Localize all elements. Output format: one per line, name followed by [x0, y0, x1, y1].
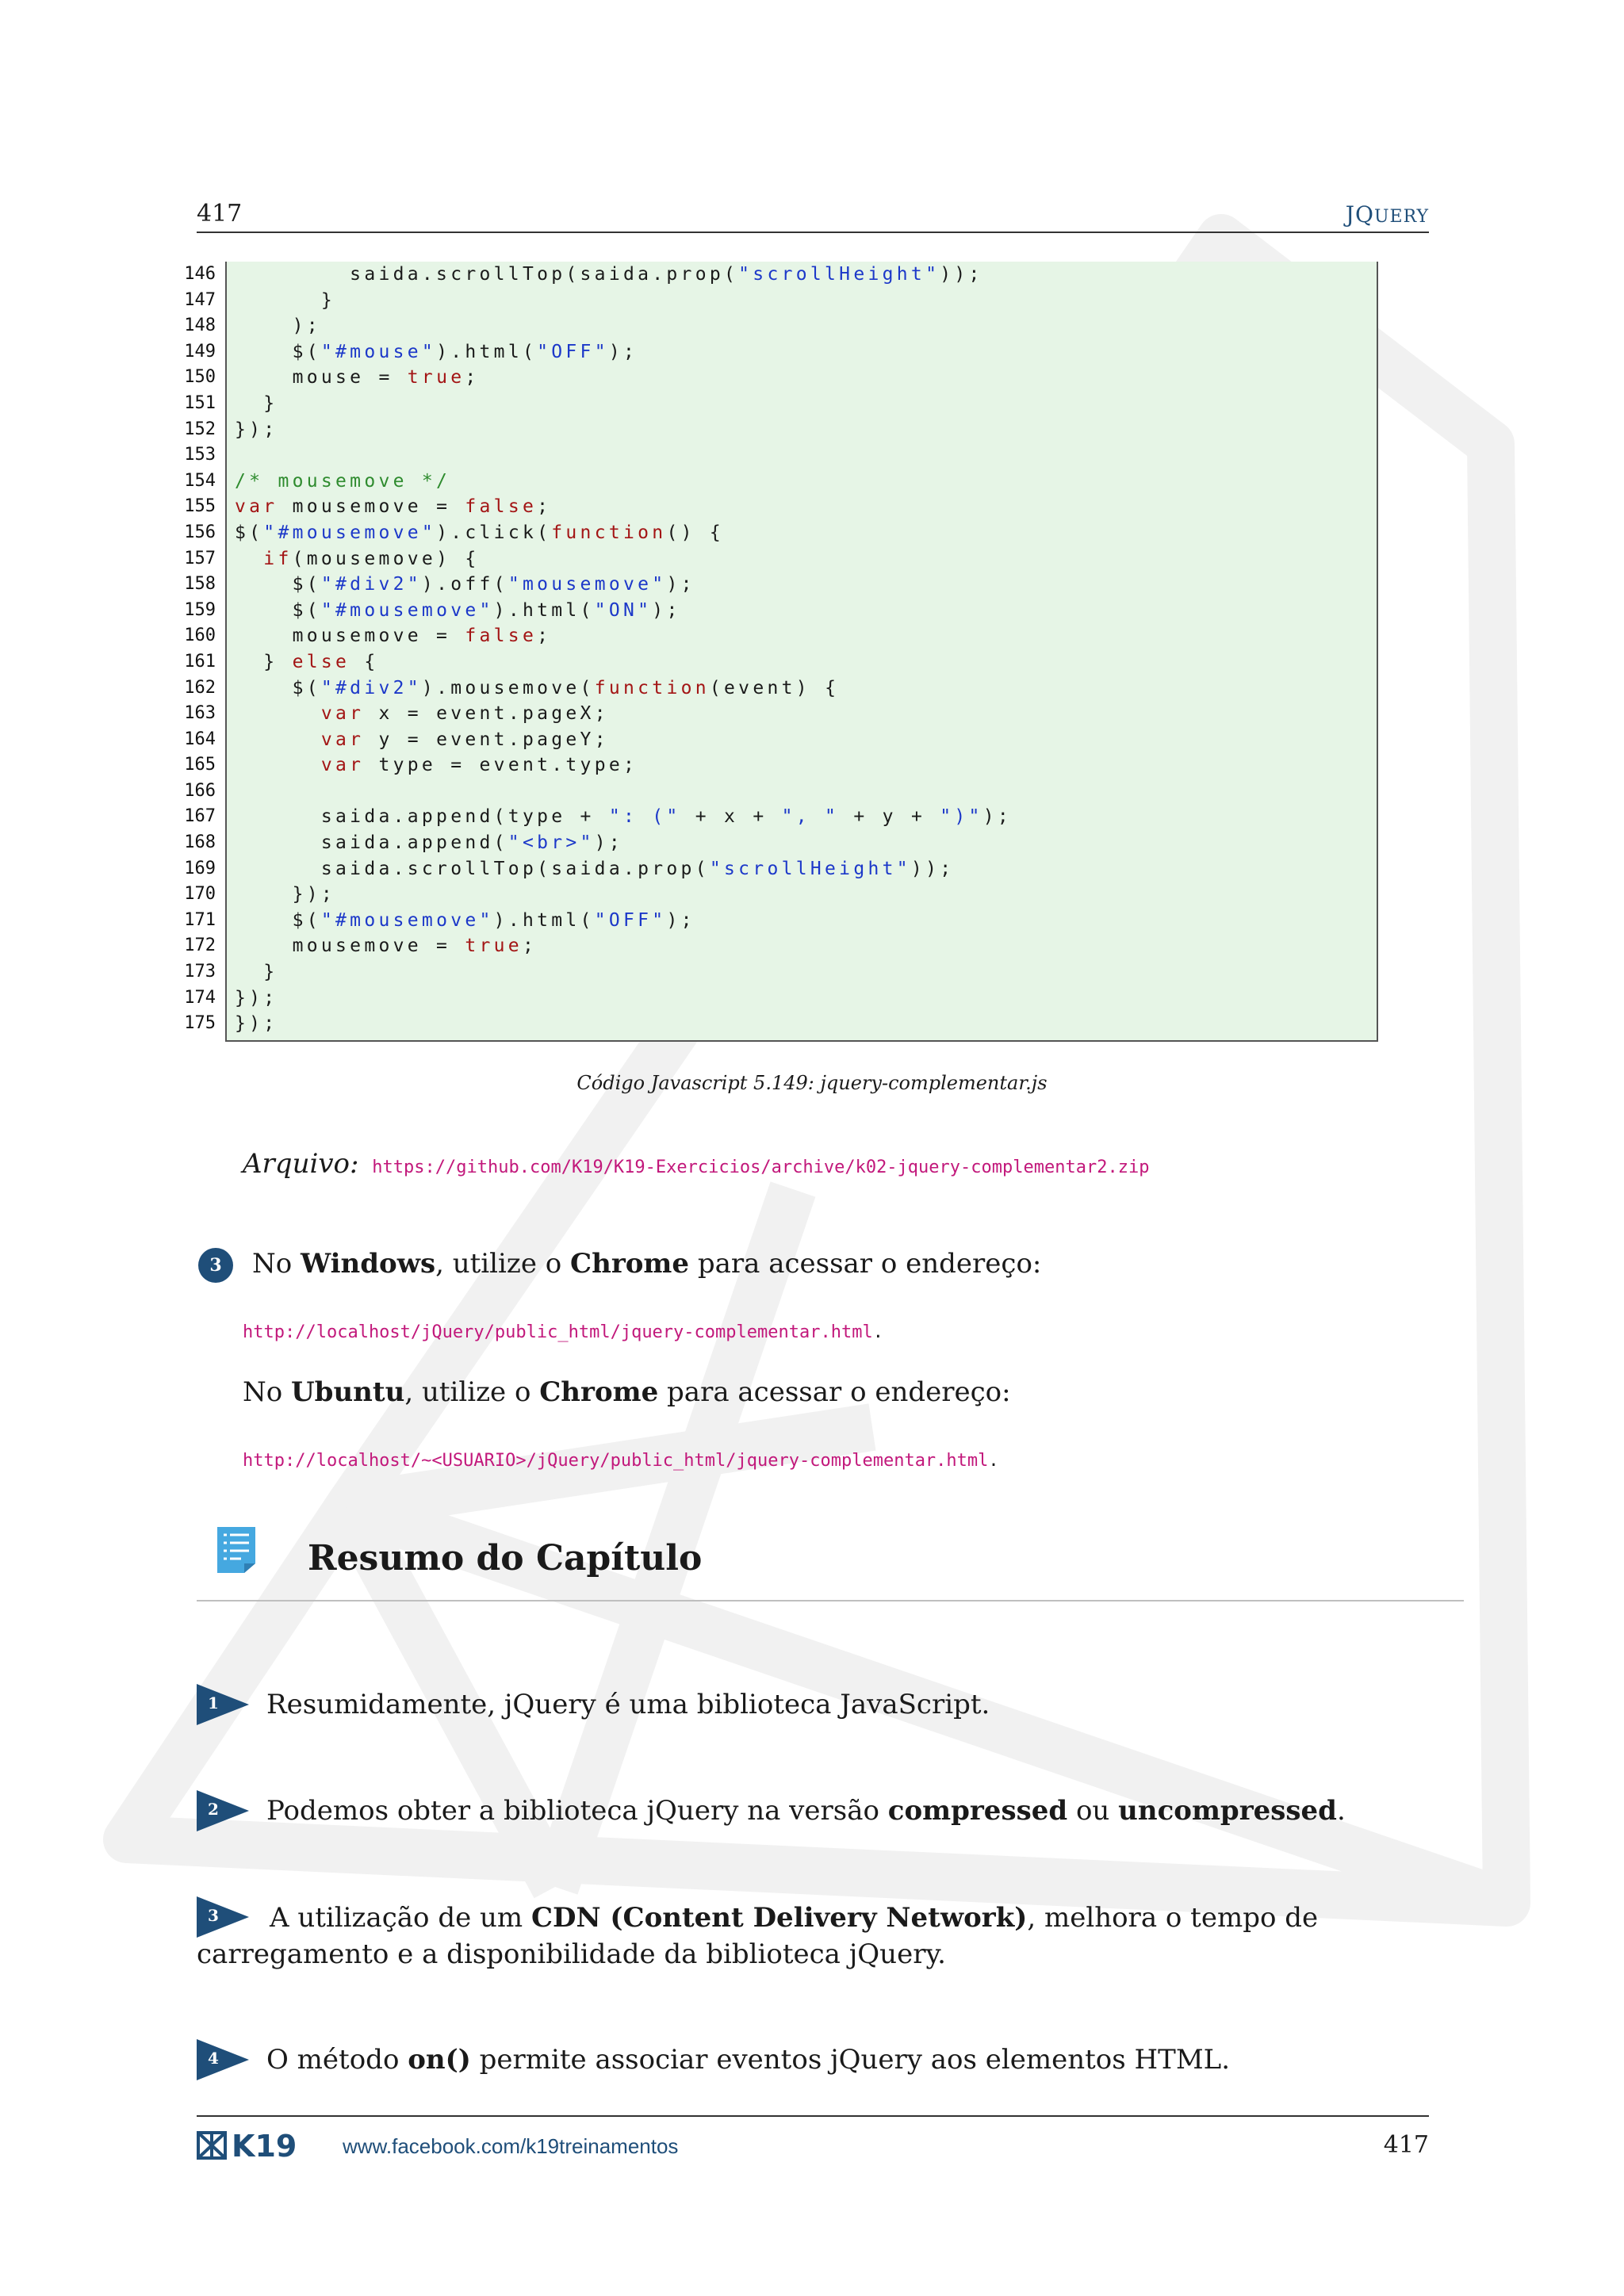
code-text: $("#mousemove").html("OFF"); [235, 909, 695, 931]
line-number: 167 [184, 806, 216, 827]
code-text: mouse = true; [235, 367, 480, 388]
code-line [162, 752, 1380, 779]
code-text: ); [235, 316, 321, 337]
step-number-badge: 3 [198, 1248, 233, 1283]
code-text: $("#mousemove").html("ON"); [235, 599, 681, 621]
windows-url[interactable]: http://localhost/jQuery/public_html/jquery-complementar.html. [243, 1322, 883, 1342]
code-line [162, 649, 1380, 675]
item-marker: 2 [197, 1790, 249, 1831]
line-number: 166 [184, 780, 216, 801]
line-number: 147 [184, 289, 216, 310]
code-text: } [235, 392, 278, 414]
line-number: 155 [184, 496, 216, 517]
code-text: $("#mouse").html("OFF"); [235, 341, 638, 362]
line-number: 161 [184, 651, 216, 672]
summary-item: O método on() permite associar eventos jQuery aos elementos HTML. [266, 2044, 1231, 2076]
code-line [162, 1011, 1380, 1037]
code-line [162, 572, 1380, 598]
code-line [162, 520, 1380, 546]
code-line [162, 262, 1380, 288]
code-text: var y = event.pageY; [320, 729, 609, 750]
line-number: 171 [184, 909, 216, 930]
section-divider [197, 1600, 1464, 1601]
code-lines [162, 262, 1380, 1037]
code-text: } [235, 962, 278, 983]
code-caption: Código Javascript 5.149: jquery-complementar.js [576, 1072, 1048, 1094]
code-line [162, 313, 1380, 339]
code-text: $("#div2").mousemove(function(event) { [235, 677, 840, 698]
line-number: 170 [184, 884, 216, 905]
line-number: 151 [184, 392, 216, 413]
arquivo-label: Arquivo: [243, 1148, 359, 1180]
line-number: 148 [184, 316, 216, 336]
k19-logo [197, 2130, 324, 2161]
svg-text:K19: K19 [232, 2130, 297, 2161]
line-number: 163 [184, 703, 216, 724]
code-line [162, 623, 1380, 649]
line-number: 158 [184, 574, 216, 595]
summary-item: Resumidamente, jQuery é uma biblioteca JavaScript. [266, 1689, 990, 1720]
item-marker: 1 [197, 1684, 249, 1725]
item-marker: 3 [197, 1896, 249, 1938]
line-number: 162 [184, 677, 216, 698]
line-number: 152 [184, 419, 216, 439]
code-text: var type = event.type; [320, 755, 638, 776]
section-title: Resumo do Capítulo [308, 1538, 703, 1578]
line-number: 149 [184, 341, 216, 362]
code-line [162, 546, 1380, 572]
code-text: saida.append(type + ": (" + x + ", " + y + ")"); [235, 806, 1012, 828]
line-number: 164 [184, 729, 216, 749]
code-text: } [235, 289, 336, 311]
code-line [162, 882, 1380, 908]
line-number: 154 [184, 470, 216, 491]
line-number: 157 [184, 548, 216, 568]
page-header [197, 200, 1429, 233]
line-number: 153 [184, 445, 216, 465]
code-line [162, 365, 1380, 391]
footer-page-number: 417 [1383, 2131, 1429, 2159]
code-line [162, 933, 1380, 959]
ubuntu-url[interactable]: http://localhost/~<USUARIO>/jQuery/public_html/jquery-complementar.html. [243, 1451, 999, 1471]
code-line [162, 908, 1380, 934]
code-line [162, 598, 1380, 624]
code-line [162, 469, 1380, 495]
code-line [162, 675, 1380, 702]
line-number: 173 [184, 962, 216, 982]
code-text: saida.scrollTop(saida.prop("scrollHeight")); [235, 858, 955, 879]
code-text: saida.append("<br>"); [235, 832, 623, 854]
line-number: 146 [184, 264, 216, 284]
code-line [162, 288, 1380, 314]
code-text: } else { [235, 651, 379, 672]
line-number: 156 [184, 522, 216, 542]
code-text: mousemove = false; [235, 626, 552, 647]
summary-item: A utilização de um CDN (Content Delivery Network), melhora o tempo de carregamento e a disponibilidade da biblioteca jQuery. [197, 1902, 1319, 1970]
line-number: 165 [184, 755, 216, 775]
code-text: }); [235, 884, 336, 905]
summary-item: Podemos obter a biblioteca jQuery na versão compressed ou uncompressed. [266, 1795, 1346, 1827]
header-chapter-title: JQUERY [1345, 201, 1429, 228]
code-line [162, 391, 1380, 417]
code-line [162, 727, 1380, 753]
code-line [162, 804, 1380, 830]
code-text: var x = event.pageX; [320, 703, 609, 725]
code-line [162, 779, 1380, 805]
code-line [162, 959, 1380, 985]
line-number: 172 [184, 936, 216, 956]
line-number: 169 [184, 858, 216, 878]
footer-facebook-link[interactable]: www.facebook.com/k19treinamentos [343, 2134, 679, 2158]
code-line [162, 494, 1380, 520]
code-line [162, 830, 1380, 856]
code-line [162, 442, 1380, 469]
arquivo-line [243, 1148, 1149, 1180]
windows-instruction: No Windows, utilize o Chrome para acessar o endereço: [252, 1248, 1042, 1280]
line-number: 168 [184, 832, 216, 853]
code-line [162, 985, 1380, 1012]
item-marker: 4 [197, 2039, 249, 2080]
code-text: if(mousemove) { [263, 548, 480, 569]
code-text: }); [235, 419, 278, 440]
code-text: var mousemove = false; [235, 496, 552, 518]
footer-divider [197, 2115, 1429, 2117]
header-page-number: 417 [197, 200, 243, 228]
code-line [162, 701, 1380, 727]
code-text: saida.scrollTop(saida.prop("scrollHeight")); [235, 264, 983, 285]
code-text: }); [235, 987, 278, 1008]
code-text: mousemove = true; [235, 936, 538, 957]
ubuntu-instruction: No Ubuntu, utilize o Chrome para acessar o endereço: [243, 1376, 1011, 1408]
line-number: 159 [184, 599, 216, 620]
code-text: $("#div2").off("mousemove"); [235, 574, 695, 595]
line-number: 150 [184, 367, 216, 388]
arquivo-link[interactable]: https://github.com/K19/K19-Exercicios/archive/k02-jquery-complementar2.zip [372, 1158, 1150, 1177]
code-text: $("#mousemove").click(function() { [235, 522, 725, 543]
line-number: 175 [184, 1013, 216, 1034]
checklist-document-icon [214, 1524, 259, 1576]
code-line [162, 856, 1380, 882]
code-line [162, 417, 1380, 443]
code-text: /* mousemove */ [235, 470, 451, 492]
code-line [162, 339, 1380, 365]
line-number: 160 [184, 626, 216, 646]
line-number: 174 [184, 987, 216, 1008]
code-text: }); [235, 1013, 278, 1035]
